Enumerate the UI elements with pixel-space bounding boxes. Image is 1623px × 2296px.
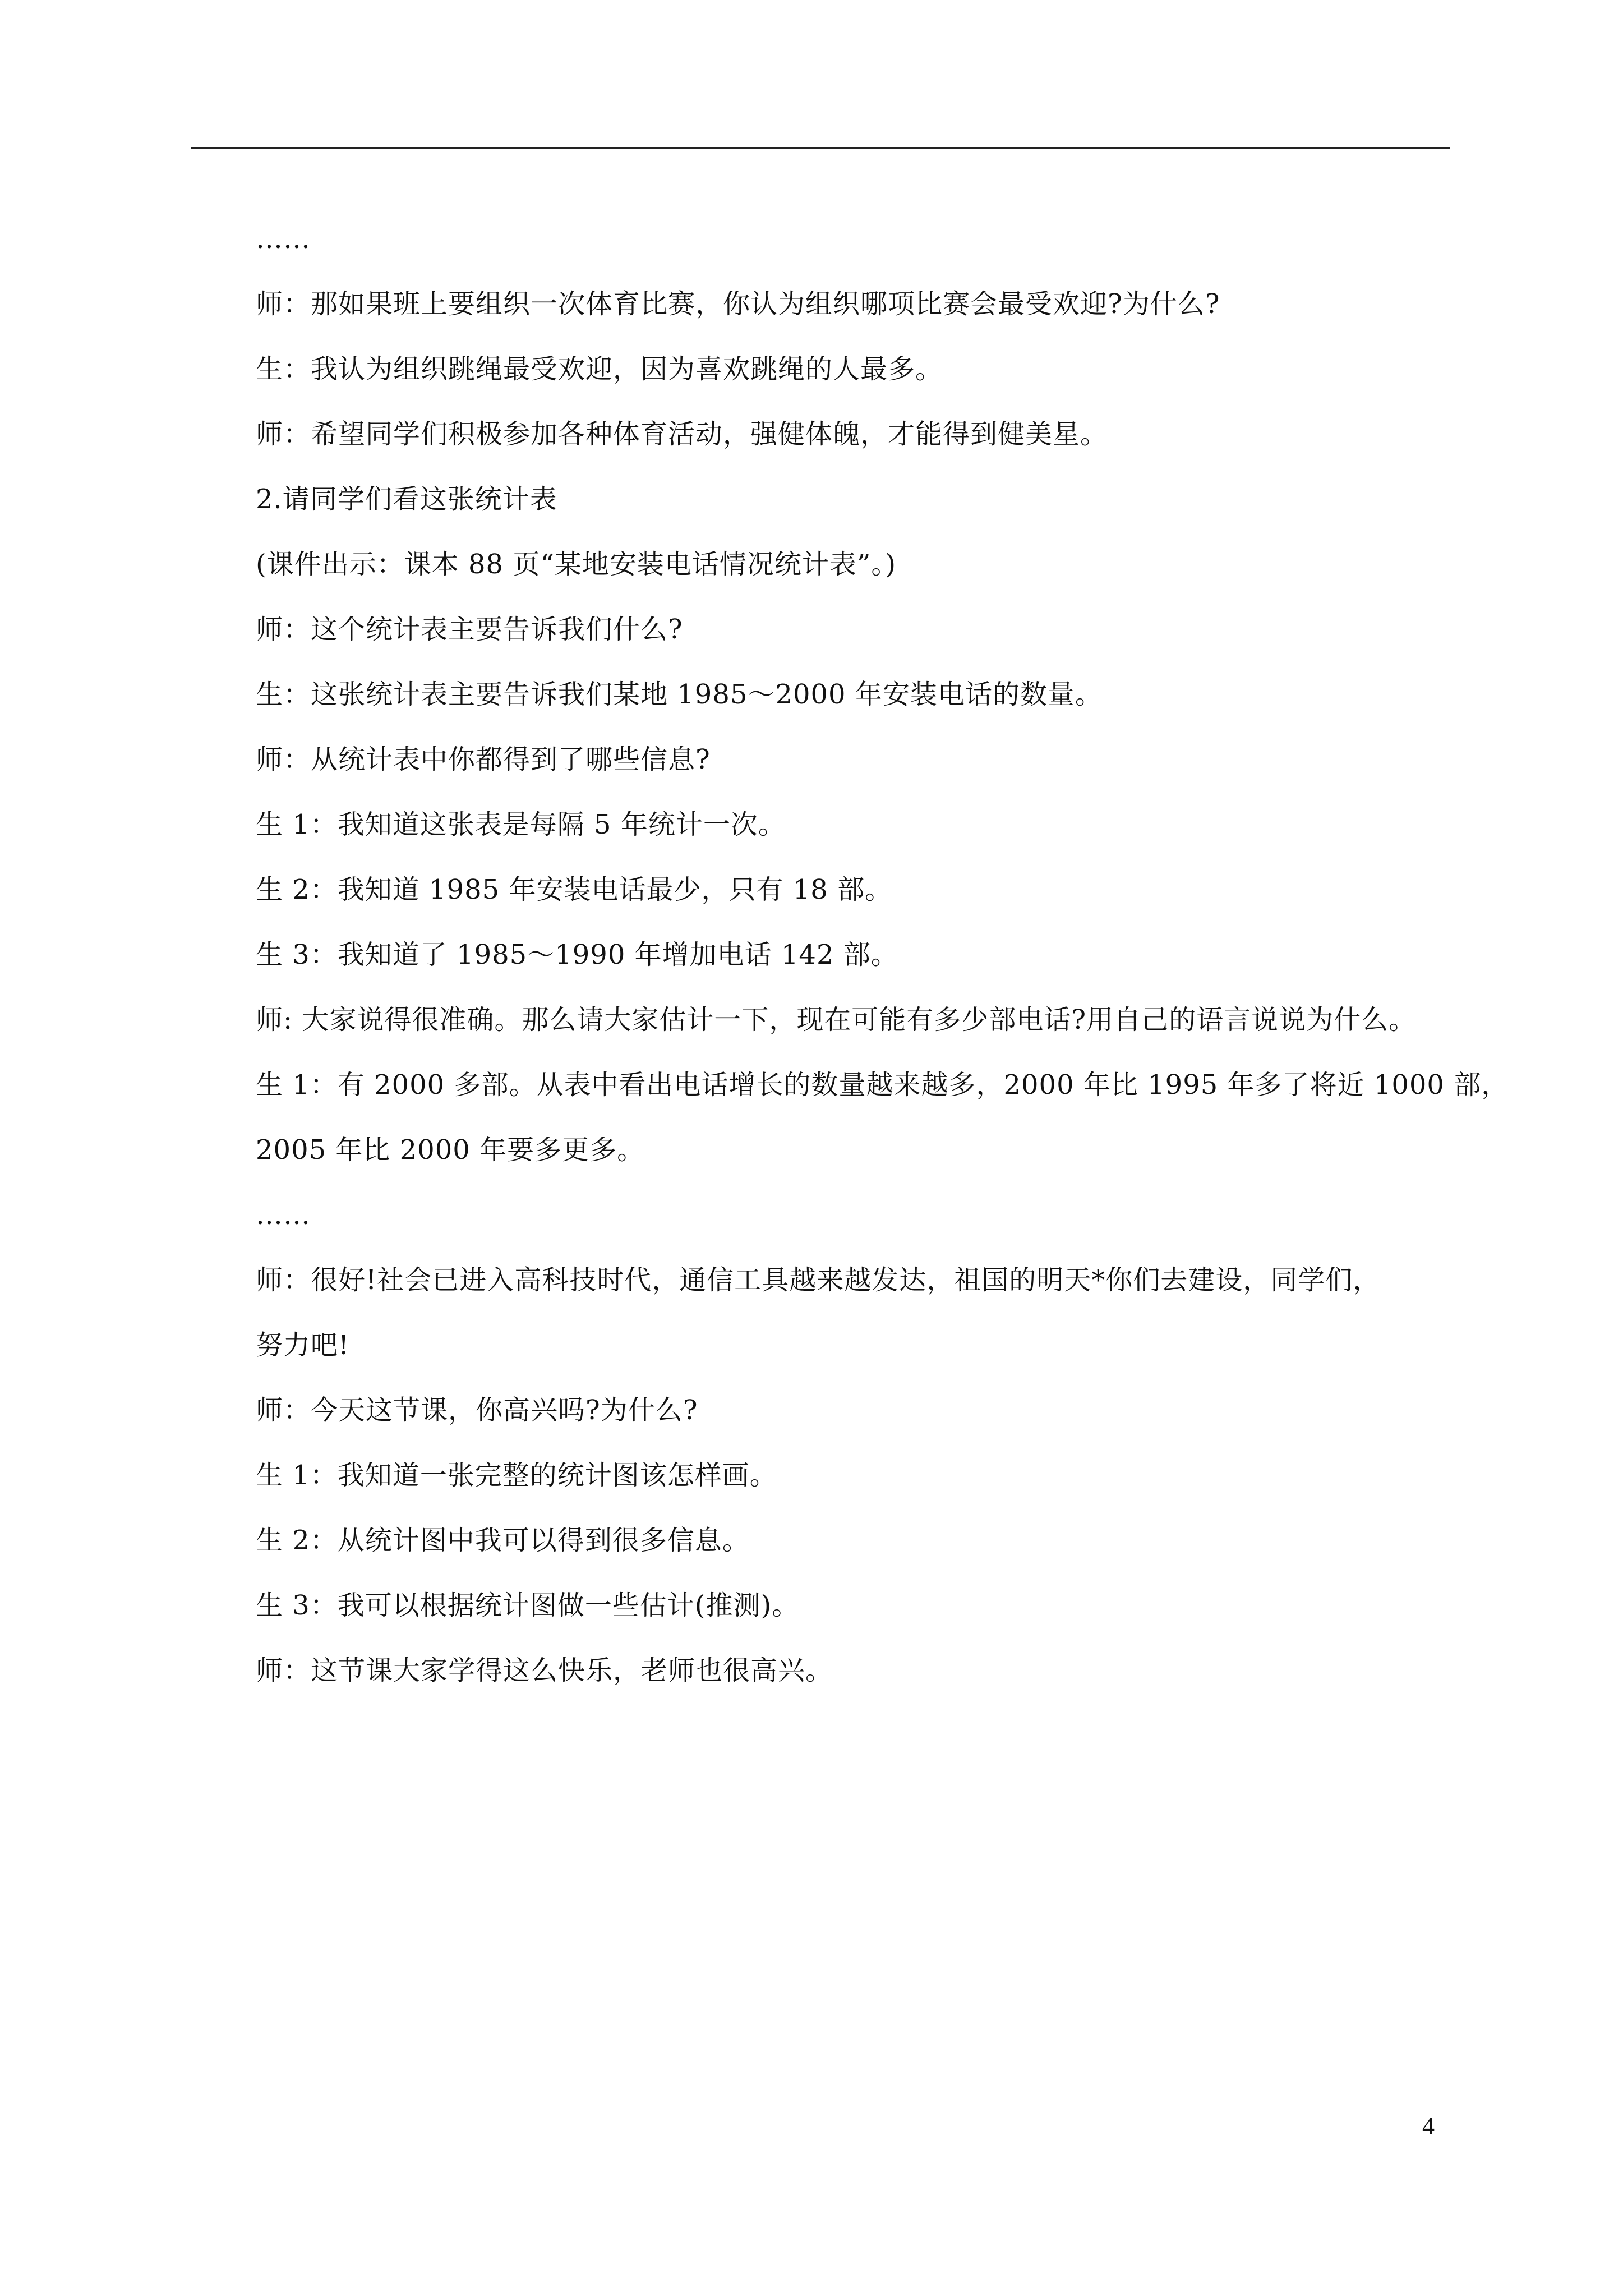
- dialogue-line: 生 2：我知道 1985 年安装电话最少，只有 18 部。: [256, 874, 893, 905]
- ellipsis-line: ……: [256, 1199, 311, 1231]
- dialogue-line-continuation: 努力吧!: [256, 1329, 350, 1361]
- dialogue-line: 生 3：我可以根据统计图做一些估计(推测)。: [256, 1590, 800, 1621]
- dialogue-line: 生 1：我知道这张表是每隔 5 年统计一次。: [256, 809, 786, 840]
- stage-direction: (课件出示：课本 88 页“某地安装电话情况统计表”。): [256, 549, 897, 580]
- dialogue-line: 师：从统计表中你都得到了哪些信息?: [256, 744, 711, 775]
- dialogue-line: 师：今天这节课，你高兴吗?为什么?: [256, 1395, 698, 1426]
- header-rule: [191, 147, 1450, 149]
- ellipsis-line: ……: [256, 223, 311, 255]
- document-body: [256, 206, 1509, 1703]
- dialogue-line: 生：我认为组织跳绳最受欢迎，因为喜欢跳绳的人最多。: [256, 353, 943, 385]
- dialogue-line: 师：希望同学们积极参加各种体育活动，强健体魄，才能得到健美星。: [256, 418, 1108, 450]
- dialogue-line: 生 2：从统计图中我可以得到很多信息。: [256, 1525, 750, 1556]
- dialogue-line-continuation: 2005 年比 2000 年要多更多。: [256, 1134, 645, 1166]
- dialogue-line: 师：这节课大家学得这么快乐，老师也很高兴。: [256, 1655, 833, 1686]
- dialogue-line: 生：这张统计表主要告诉我们某地 1985～2000 年安装电话的数量。: [256, 679, 1103, 710]
- section-heading: 2.请同学们看这张统计表: [256, 484, 557, 515]
- dialogue-line: 师：这个统计表主要告诉我们什么?: [256, 614, 683, 645]
- dialogue-line: 生 3：我知道了 1985～1990 年增加电话 142 部。: [256, 939, 898, 970]
- dialogue-line: 师: 大家说得很准确。那么请大家估计一下，现在可能有多少部电话?用自己的语言说说为什么。: [256, 1004, 1417, 1036]
- dialogue-line: 生 1：有 2000 多部。从表中看出电话增长的数量越来越多，2000 年比 1995 年多了将近 1000 部，: [256, 1069, 1509, 1101]
- dialogue-line: 师：很好!社会已进入高科技时代，通信工具越来越发达，祖国的明天*你们去建设，同学们，: [256, 1264, 1381, 1296]
- dialogue-line: 生 1：我知道一张完整的统计图该怎样画。: [256, 1460, 777, 1491]
- dialogue-line: 师：那如果班上要组织一次体育比赛，你认为组织哪项比赛会最受欢迎?为什么?: [256, 288, 1220, 320]
- page-number: 4: [1422, 2112, 1435, 2139]
